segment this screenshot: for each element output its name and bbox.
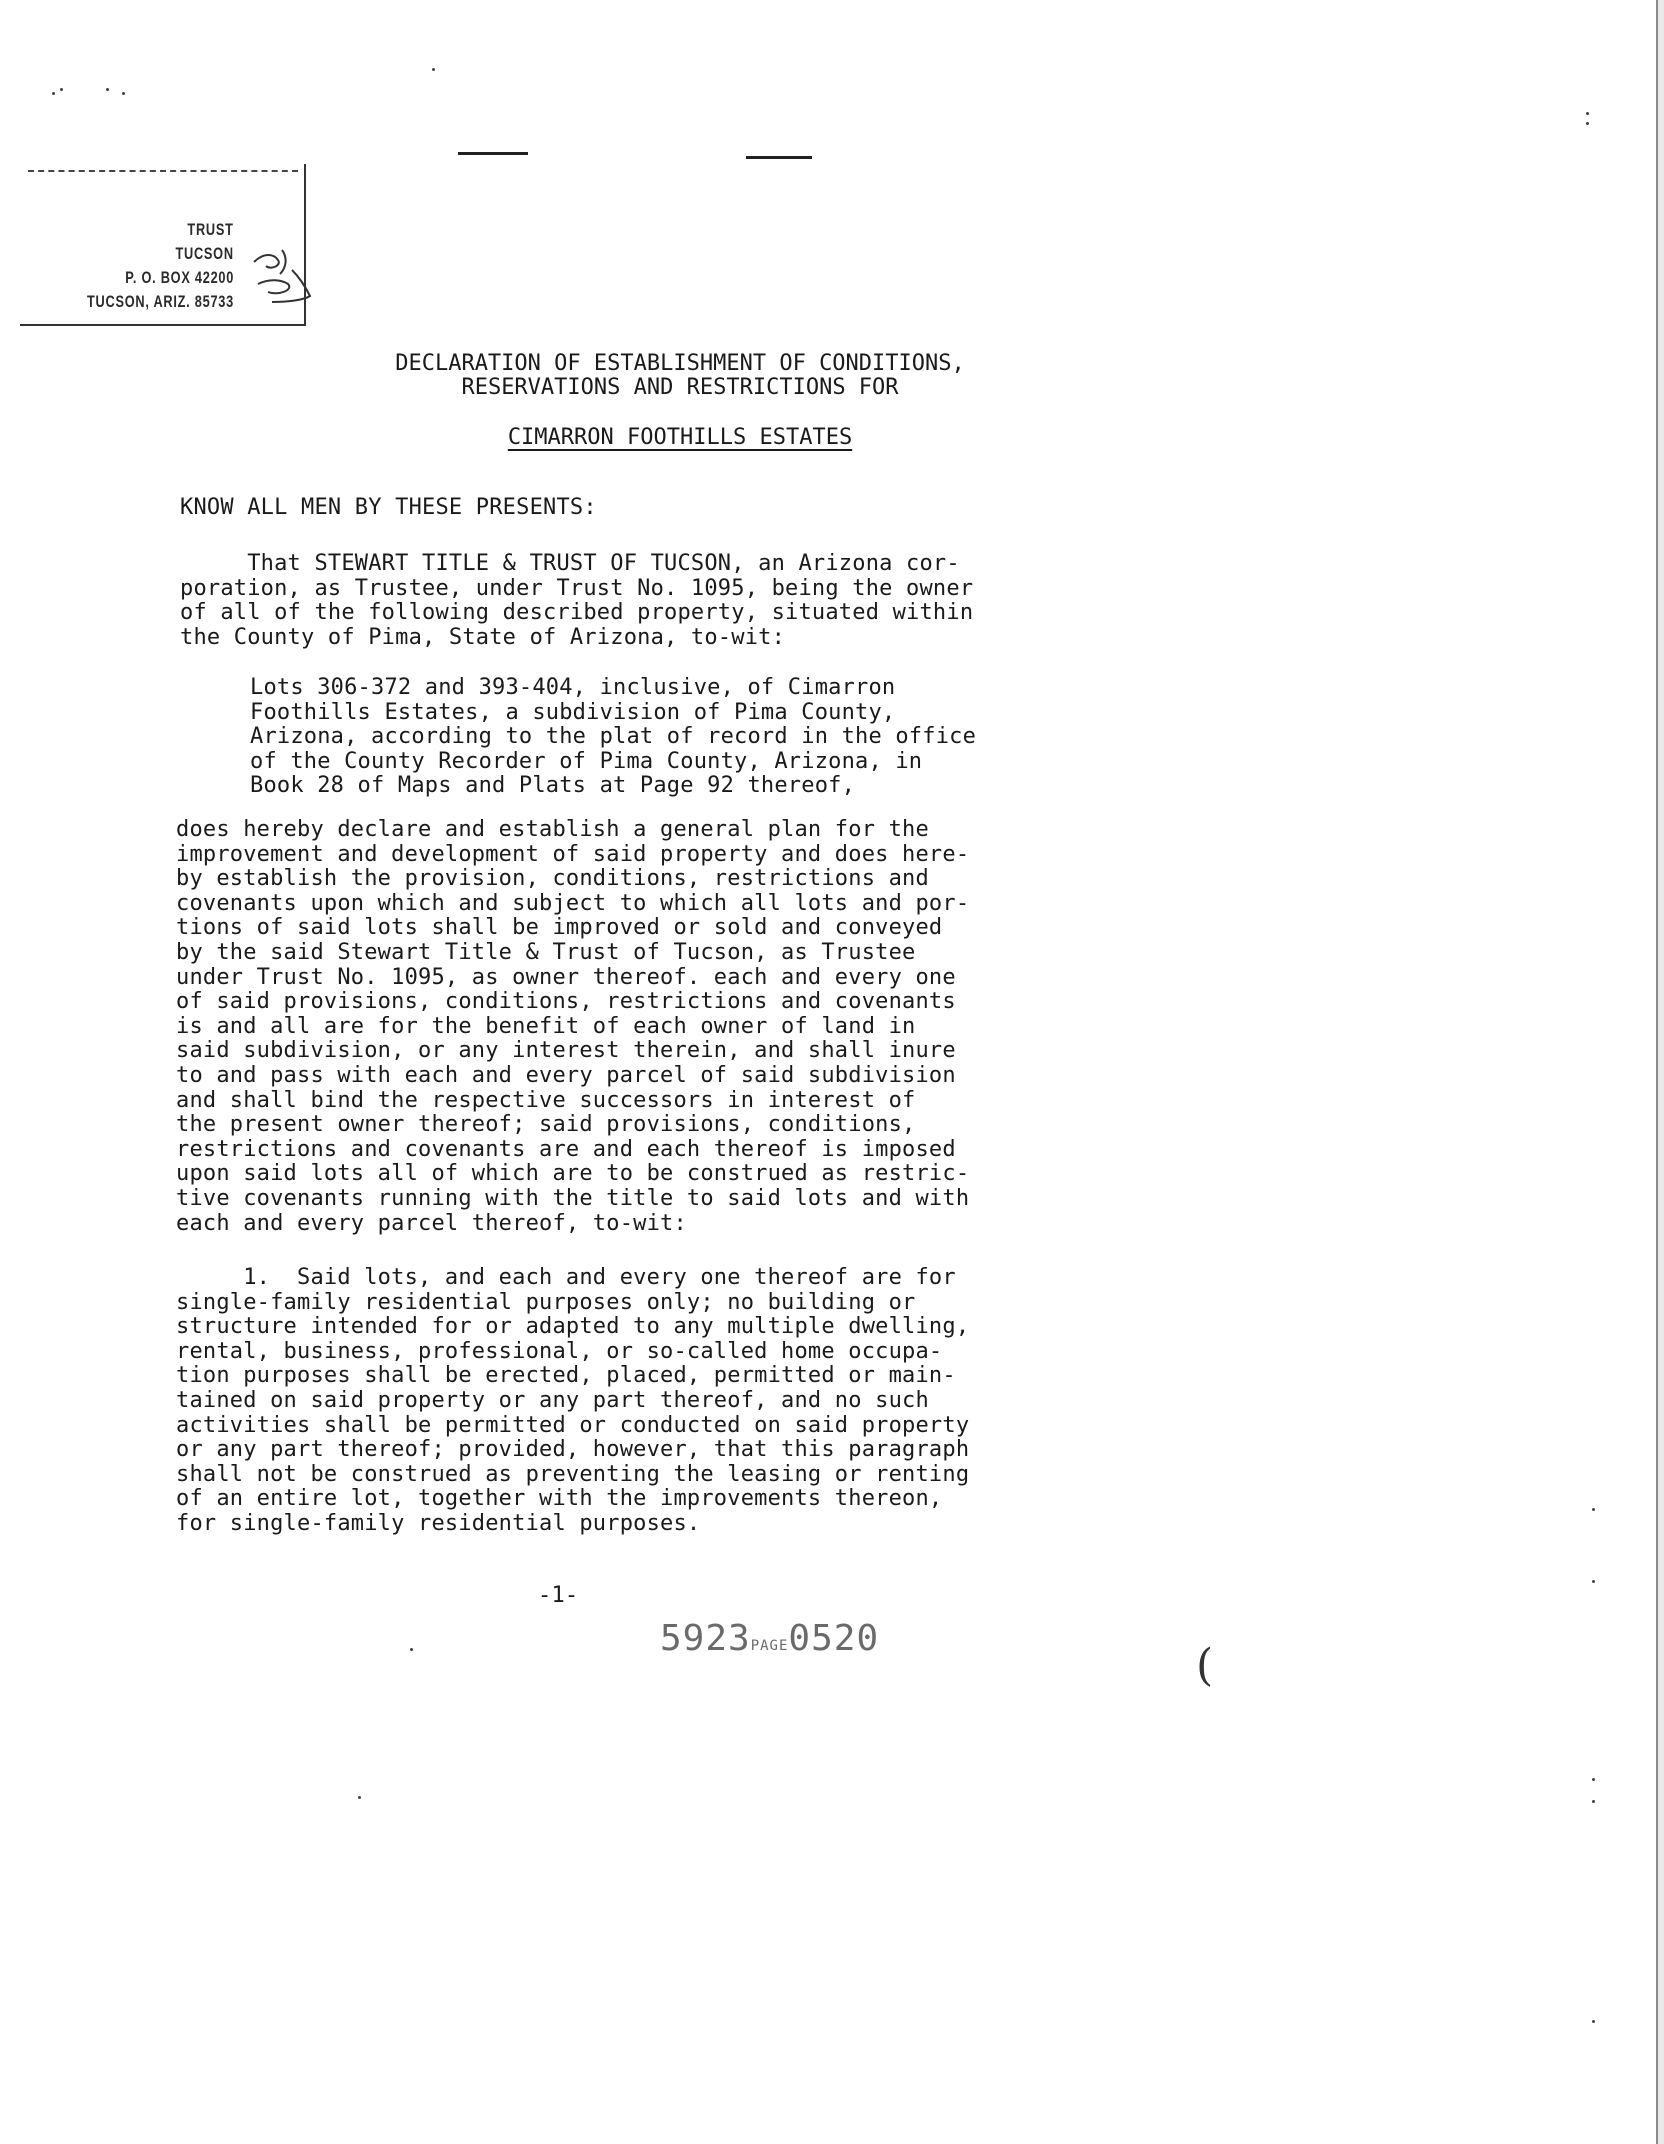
scan-speck: [1592, 1778, 1595, 1781]
declaration-paragraph: [176, 818, 969, 1236]
scan-speck: [106, 88, 109, 91]
text-line: said subdivision, or any interest therein, and shall inure: [176, 1038, 956, 1064]
text-line: That STEWART TITLE & TRUST OF TUCSON, an Arizona cor-: [180, 551, 960, 576]
text-line: does hereby declare and establish a general plan for the: [176, 817, 929, 842]
margin-paren-mark: (: [1196, 1640, 1214, 1691]
text-line: under Trust No. 1095, as owner thereof. each and every one: [176, 964, 956, 990]
text-line: single-family residential purposes only; no building or: [176, 1289, 916, 1315]
stamp-line-2: TUCSON: [175, 244, 234, 263]
scan-speck: [1592, 2020, 1595, 2023]
stamp-top-border: [28, 170, 298, 172]
scan-speck: [1592, 1508, 1595, 1511]
text-line: is and all are for the benefit of each owner of land in: [176, 1013, 916, 1039]
text-line: each and every parcel thereof, to-wit:: [176, 1210, 687, 1236]
stamp-line-4: TUCSON, ARIZ. 85733: [87, 292, 234, 311]
text-line: Foothills Estates, a subdivision of Pima County,: [250, 699, 896, 725]
text-line: covenants upon which and subject to which all lots and por-: [176, 890, 970, 916]
title-line-2: RESERVATIONS AND RESTRICTIONS FOR: [461, 375, 899, 400]
top-mark-right: [746, 156, 812, 159]
scan-speck: [60, 88, 63, 91]
text-line: structure intended for or adapted to any multiple dwelling,: [176, 1314, 970, 1340]
handwritten-mark-icon: [248, 240, 320, 310]
recording-book: 5923: [660, 1618, 751, 1659]
return-address-stamp: [20, 164, 306, 326]
text-line: restrictions and covenants are and each thereof is imposed: [176, 1136, 956, 1162]
title-line-3: CIMARRON FOOTHILLS ESTATES: [507, 425, 853, 450]
text-line: of all of the following described property, situated within: [180, 600, 974, 626]
scan-speck: [410, 1648, 413, 1651]
scan-speck: [1592, 1580, 1595, 1583]
text-line: for single-family residential purposes.: [176, 1510, 701, 1536]
text-line: the County of Pima, State of Arizona, to-wit:: [180, 624, 786, 650]
text-line: of the County Recorder of Pima County, Arizona, in: [250, 748, 923, 774]
scan-speck: [1586, 122, 1589, 125]
text-line: and shall bind the respective successors in interest of: [176, 1087, 916, 1113]
intro-paragraph: [180, 552, 973, 650]
text-line: tion purposes shall be erected, placed, permitted or main-: [176, 1363, 956, 1389]
text-line: of said provisions, conditions, restrictions and covenants: [176, 989, 956, 1015]
text-line: poration, as Trustee, under Trust No. 1095, being the owner: [180, 575, 974, 601]
scan-speck: [358, 1796, 361, 1799]
text-line: shall not be construed as preventing the leasing or renting: [176, 1461, 970, 1487]
text-line: Lots 306-372 and 393-404, inclusive, of Cimarron: [250, 675, 896, 700]
title-line-1: DECLARATION OF ESTABLISHMENT OF CONDITIONS,: [395, 351, 965, 376]
scan-edge: [1656, 0, 1664, 2144]
text-line: by the said Stewart Title & Trust of Tucson, as Trustee: [176, 939, 916, 965]
scan-speck: [1586, 112, 1589, 115]
recording-page-label: PAGE: [750, 1638, 789, 1654]
text-line: tive covenants running with the title to said lots and with: [176, 1185, 970, 1211]
text-line: Arizona, according to the plat of record in the office: [250, 724, 977, 750]
text-line: to and pass with each and every parcel of said subdivision: [176, 1062, 956, 1088]
stamp-line-3: P. O. BOX 42200: [125, 268, 234, 287]
text-line: improvement and development of said property and does here-: [176, 841, 970, 867]
top-mark-left: [458, 152, 528, 155]
recording-number: [660, 1618, 879, 1659]
property-description: [250, 676, 976, 799]
stamp-line-1: TRUST: [187, 220, 234, 239]
text-line: or any part thereof; provided, however, that this paragraph: [176, 1437, 970, 1463]
text-line: of an entire lot, together with the improvements thereon,: [176, 1486, 943, 1512]
scan-speck: [52, 92, 55, 95]
clause-1-paragraph: [176, 1266, 969, 1537]
text-line: tions of said lots shall be improved or sold and conveyed: [176, 915, 943, 941]
scan-speck: [1592, 1800, 1595, 1803]
salutation: KNOW ALL MEN BY THESE PRESENTS:: [180, 495, 597, 520]
text-line: activities shall be permitted or conducted on said property: [176, 1412, 970, 1438]
scan-speck: [122, 92, 125, 95]
text-line: rental, business, professional, or so-called home occupa-: [176, 1338, 943, 1364]
text-line: tained on said property or any part thereof, and no such: [176, 1387, 929, 1413]
text-line: by establish the provision, conditions, restrictions and: [176, 866, 929, 892]
text-line: 1. Said lots, and each and every one thereof are for: [176, 1265, 956, 1290]
text-line: the present owner thereof; said provisions, conditions,: [176, 1112, 916, 1138]
page-number: -1-: [538, 1583, 579, 1608]
text-line: upon said lots all of which are to be construed as restric-: [176, 1161, 970, 1187]
recording-page: 0520: [788, 1618, 880, 1659]
scan-speck: [432, 68, 435, 71]
text-line: Book 28 of Maps and Plats at Page 92 thereof,: [250, 773, 856, 799]
